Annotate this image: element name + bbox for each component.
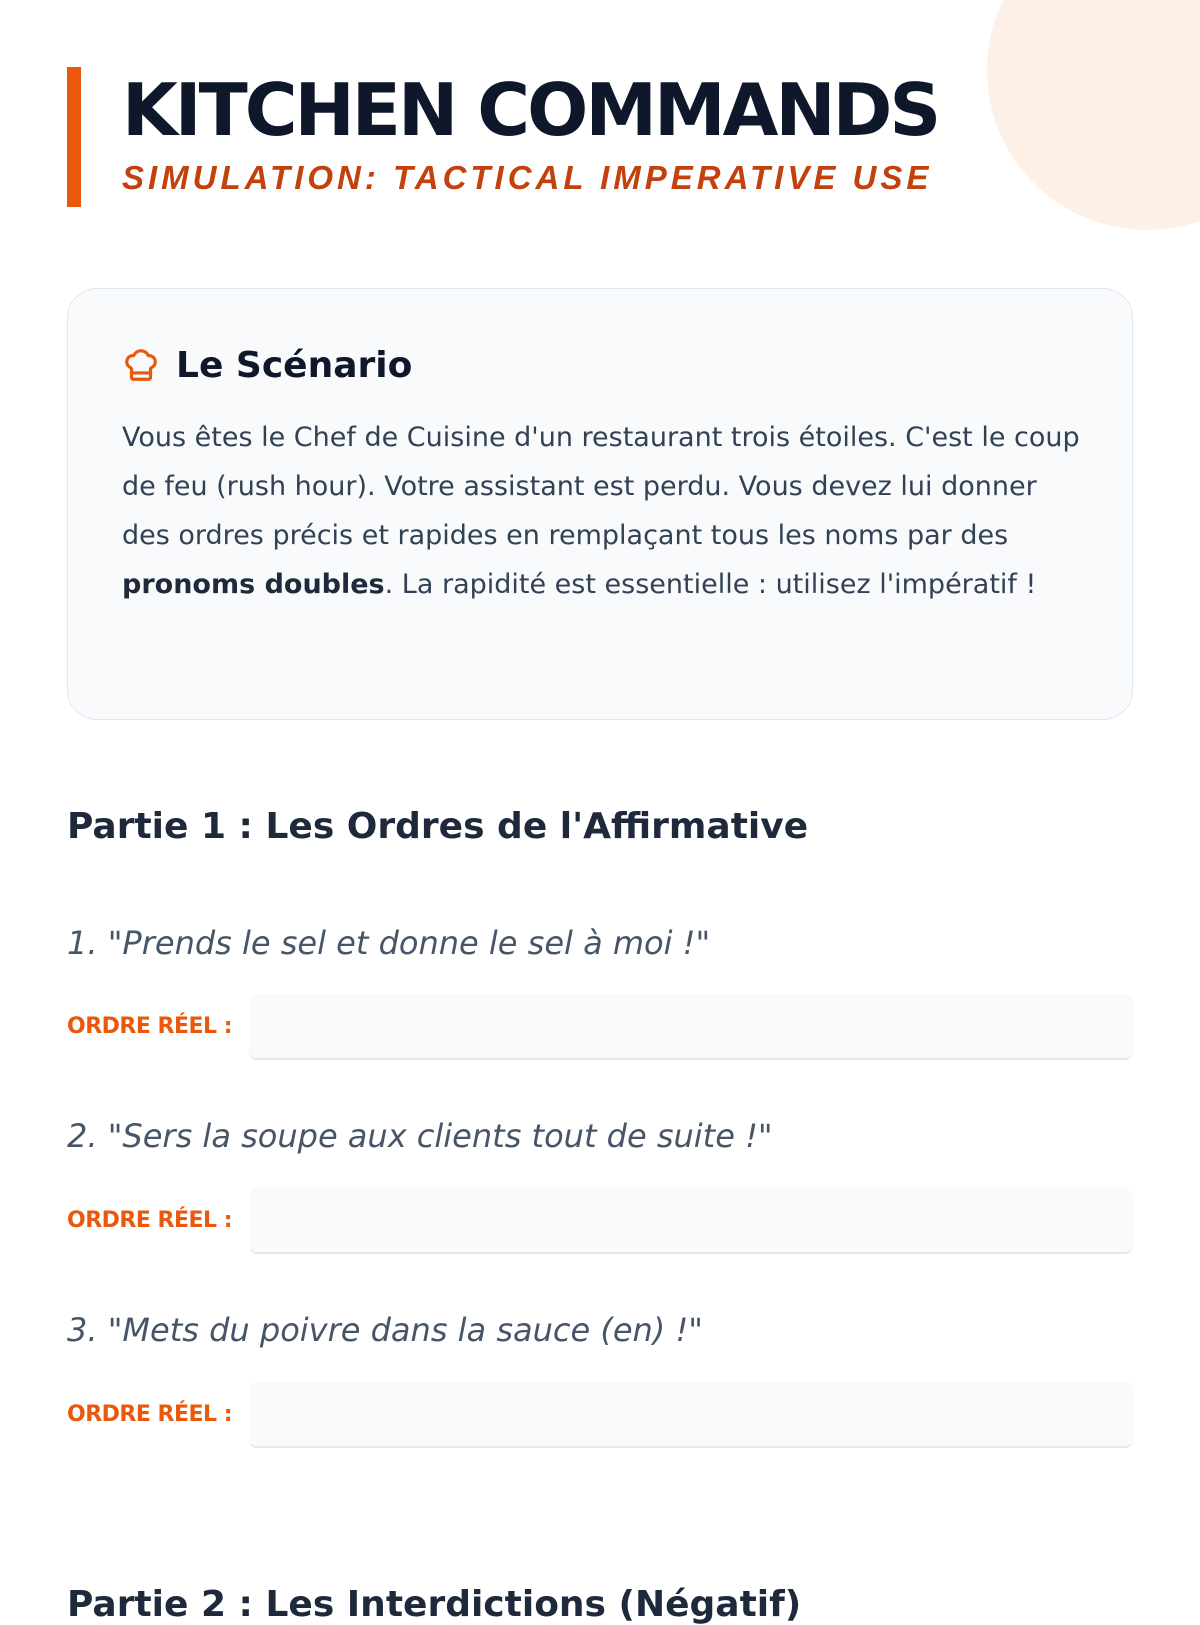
part1-title: Partie 1 : Les Ordres de l'Affirmative (67, 806, 809, 847)
answer-row (67, 1188, 1133, 1254)
answer-row (67, 1382, 1133, 1448)
scenario-card (67, 288, 1133, 720)
scenario-title: Le Scénario (176, 344, 413, 386)
answer-label: ORDRE RÉEL : (67, 1014, 233, 1039)
scenario-text-part: . La rapidité est essentielle : utilisez l'impératif ! (384, 569, 1037, 600)
scenario-text-emphasis: pronoms doubles (122, 569, 385, 600)
question-text: 3. "Mets du poivre dans la sauce (en) !" (67, 1311, 703, 1349)
question-text: 1. "Prends le sel et donne le sel à moi !" (67, 924, 711, 962)
page-header (67, 67, 938, 207)
question-text: 2. "Sers la soupe aux clients tout de suite !" (67, 1117, 773, 1155)
scenario-heading (122, 341, 1078, 389)
answer-label: ORDRE RÉEL : (67, 1402, 233, 1427)
answer-row (67, 994, 1133, 1060)
answer-label: ORDRE RÉEL : (67, 1208, 233, 1233)
scenario-text-part: Vous êtes le Chef de Cuisine d'un restaurant trois étoiles. C'est le coup de feu (rush hour). Votre assistant est perdu. Vous devez lui donner des ordres précis et rapides en remplaçant tous les noms par des (122, 422, 1080, 551)
answer-input[interactable] (249, 994, 1133, 1060)
scenario-description (122, 413, 1082, 609)
answer-input[interactable] (249, 1188, 1133, 1254)
decorative-circle (987, 0, 1200, 230)
part2-title: Partie 2 : Les Interdictions (Négatif) (67, 1584, 802, 1625)
chef-hat-icon (122, 346, 160, 384)
header-accent-bar (67, 67, 81, 207)
page-subtitle: SIMULATION: TACTICAL IMPERATIVE USE (122, 159, 933, 196)
answer-input[interactable] (249, 1382, 1133, 1448)
page-title: KITCHEN COMMANDS (122, 68, 939, 152)
